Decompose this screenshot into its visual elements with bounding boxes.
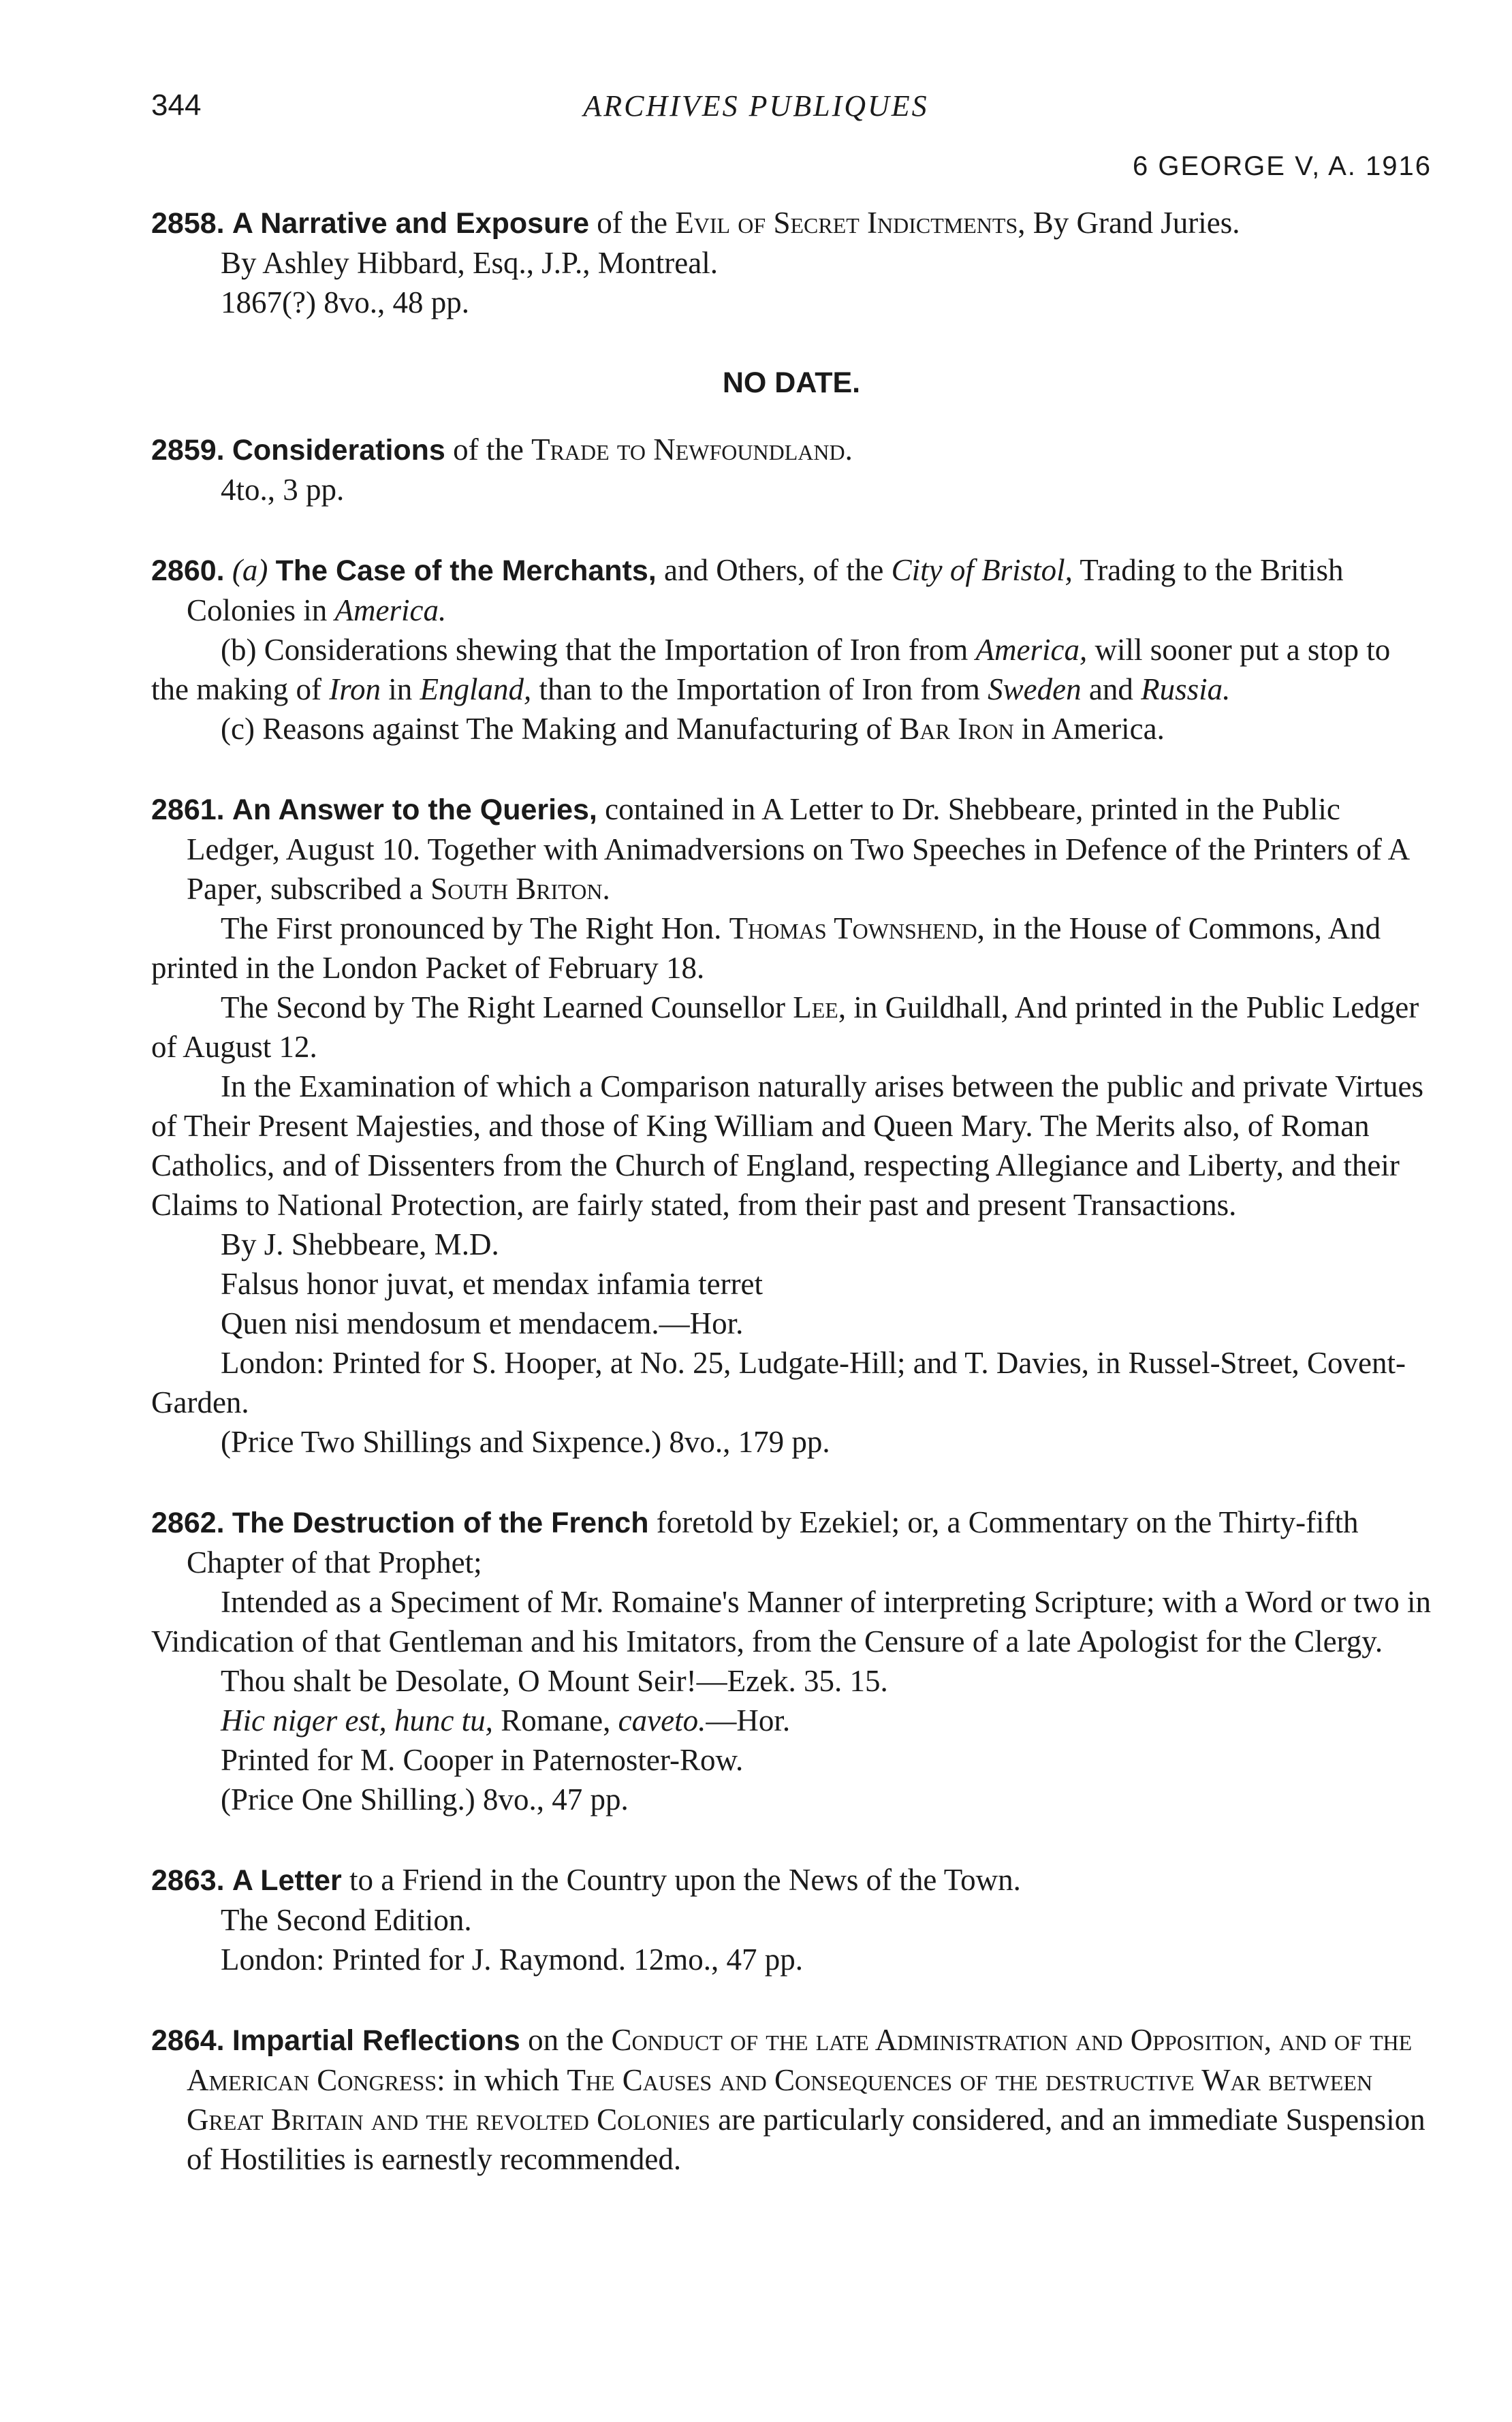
entry-small-caps: Bar Iron <box>899 712 1014 746</box>
entry-number: 2858. <box>151 207 225 240</box>
entry-text: of the <box>589 206 676 240</box>
entry-imprint: London: Printed for J. Raymond. 12mo., 47 pp. <box>221 1943 803 1977</box>
entry-paragraph: In the Examination of which a Comparison naturally arises between the public and private Virtues of Their Present Majesties, and those of King William and Queen Mary. The Merits also, of Roman Catholics, and of Dissenters from the Church of England, respecting Allegiance and Liberty, and their Claims to National Protection, are fairly stated, from their past and present Transactions. <box>151 1069 1423 1222</box>
entry-italic: England, <box>420 672 532 706</box>
page-number: 344 <box>151 89 202 122</box>
entry-title <box>151 1503 1432 1582</box>
entry-number: 2861. <box>151 793 225 826</box>
entry-text: on the <box>520 2023 612 2057</box>
entry-author: By J. Shebbeare, M.D. <box>221 1227 499 1261</box>
entry-italic: Hic niger est, hunc tu, <box>221 1703 493 1737</box>
entry-text: in <box>381 672 420 706</box>
entry-text: in the House of Commons, And printed in the London Packet of February 18. <box>151 911 1381 985</box>
entry-lead: The Case of the Merchants, <box>275 554 657 587</box>
entry-title <box>151 430 1432 470</box>
entry-text: and Others, of the <box>656 553 892 587</box>
entry-title <box>151 2020 1432 2179</box>
running-title: ARCHIVES PUBLIQUES <box>583 89 929 123</box>
entry-italic: Russia. <box>1141 672 1231 706</box>
entry-text: in Guildhall, And printed in the Public Ledger of August 12. <box>151 990 1419 1064</box>
entry-lead: An Answer to the Queries, <box>232 793 597 826</box>
entry-small-caps: Trade to Newfoundland. <box>531 432 853 467</box>
entry-2858 <box>151 203 1432 322</box>
entry-italic: caveto. <box>618 1703 706 1737</box>
entry-italic: Sweden <box>988 672 1082 706</box>
entry-quote <box>151 1701 1432 1740</box>
entry-motto: Quen nisi mendosum et mendacem.—Hor. <box>221 1306 744 1340</box>
entry-quote: Thou shalt be Desolate, O Mount Seir!—Ezek. 35. 15. <box>221 1664 888 1698</box>
entry-paragraph <box>151 909 1432 988</box>
entry-text: of the <box>445 432 532 467</box>
entry-2863 <box>151 1860 1432 1979</box>
entry-text: will sooner put a stop to the making of <box>151 633 1391 706</box>
entry-edition: The Second Edition. <box>221 1903 472 1937</box>
entry-imprint: 1867(?) 8vo., 48 pp. <box>221 285 469 319</box>
entry-text: are particularly considered, and an immediate Suspension of Hostilities is earnestly recommended. <box>187 2103 1426 2176</box>
entry-imprint: Printed for M. Cooper in Paternoster-Row. <box>221 1743 744 1777</box>
entry-price: (Price One Shilling.) 8vo., 47 pp. <box>221 1782 629 1816</box>
entry-lead: Considerations <box>232 434 445 467</box>
entry-motto: Falsus honor juvat, et mendax infamia terret <box>221 1267 763 1301</box>
entry-text: foretold by Ezekiel; or, a Commentary on the Thirty-fifth Chapter of that Prophet; <box>187 1505 1359 1579</box>
entry-lead: A Narrative and Exposure <box>232 207 590 240</box>
entry-part-b <box>151 630 1432 709</box>
entry-number: 2864. <box>151 2024 225 2057</box>
entry-text: The First pronounced by The Right Hon. <box>221 911 729 945</box>
entry-italic: City of Bristol, <box>891 553 1073 587</box>
entry-author: By Ashley Hibbard, Esq., J.P., Montreal. <box>221 246 718 280</box>
entry-text: Romane, <box>492 1703 618 1737</box>
entry-text: in America. <box>1013 712 1165 746</box>
entry-part-a <box>151 550 1432 630</box>
entry-2861 <box>151 789 1432 1462</box>
session-label: 6 GEORGE V, A. 1916 <box>1133 151 1432 181</box>
entry-small-caps: Lee, <box>793 990 847 1024</box>
entry-part-c <box>151 709 1432 749</box>
section-heading: NO DATE. <box>722 366 861 399</box>
entry-text: in which <box>445 2063 567 2097</box>
entry-text: to a Friend in the Country upon the News of the Town. <box>341 1863 1021 1897</box>
entry-text: (c) Reasons against The Making and Manufacturing of <box>221 712 900 746</box>
entry-number: 2863. <box>151 1864 225 1897</box>
entry-italic: Iron <box>329 672 381 706</box>
entry-small-caps: Thomas Townshend, <box>729 911 985 945</box>
entry-small-caps: Conduct of the late Administration and Opposition, and of the American Congress: <box>187 2023 1413 2097</box>
page-body <box>151 203 1432 2179</box>
entry-2862 <box>151 1503 1432 1819</box>
entry-price: (Price Two Shillings and Sixpence.) 8vo., 179 pp. <box>221 1425 830 1459</box>
entry-2860 <box>151 550 1432 749</box>
entry-text: (a) <box>232 553 276 587</box>
entry-small-caps: Evil of Secret Indictments, <box>675 206 1026 240</box>
entry-2859 <box>151 430 1432 509</box>
entry-lead: A Letter <box>232 1864 342 1897</box>
entry-text: (b) Considerations shewing that the Importation of Iron from <box>221 633 976 667</box>
entry-title <box>151 203 1432 243</box>
entry-imprint: 4to., 3 pp. <box>221 473 345 507</box>
entry-text: —Hor. <box>706 1703 791 1737</box>
entry-title <box>151 1860 1432 1900</box>
entry-text: and <box>1081 672 1141 706</box>
entry-number: 2860. <box>151 554 225 587</box>
entry-paragraph: Intended as a Speciment of Mr. Romaine's Manner of interpreting Scripture; with a Word or two in Vindication of that Gentleman and his Imitators, from the Censure of a late Apologist for the Clergy. <box>151 1585 1431 1658</box>
entry-text: By Grand Juries. <box>1025 206 1240 240</box>
entry-small-caps: South Briton. <box>430 872 610 906</box>
entry-number: 2862. <box>151 1507 225 1539</box>
entry-imprint: London: Printed for S. Hooper, at No. 25, Ludgate-Hill; and T. Davies, in Russel-Street, Covent-Garden. <box>151 1346 1406 1419</box>
entry-small-caps: The Causes and Consequences of the destructive War between Great Britain and the revolted Colonies <box>187 2063 1373 2137</box>
entry-text: Trading to the British Colonies in <box>187 553 1344 627</box>
entry-text: contained in A Letter to Dr. Shebbeare, printed in the Public Ledger, August 10. Together with Animadversions on Two Speeches in Defence of the Printers of A Paper, subscribed a <box>187 792 1408 906</box>
entry-text: than to the Importation of Iron from <box>531 672 988 706</box>
entry-italic: America, <box>975 633 1088 667</box>
entry-text: The Second by The Right Learned Counsellor <box>221 990 793 1024</box>
entry-number: 2859. <box>151 434 225 467</box>
entry-italic: America. <box>334 593 447 627</box>
entry-title <box>151 789 1432 909</box>
entry-lead: The Destruction of the French <box>232 1507 649 1539</box>
entry-2864 <box>151 2020 1432 2179</box>
entry-paragraph <box>151 988 1432 1067</box>
entry-lead: Impartial Reflections <box>232 2024 520 2057</box>
